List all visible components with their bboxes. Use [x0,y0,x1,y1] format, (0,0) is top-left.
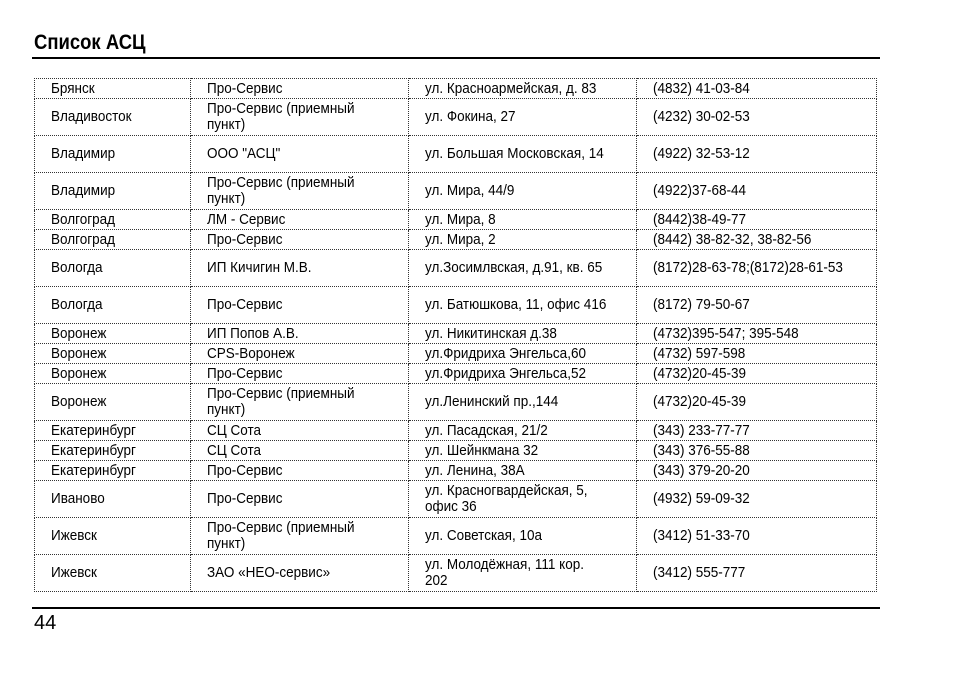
phone-cell: (4832) 41-03-84 [637,79,877,99]
page-number: 44 [34,612,57,634]
city-cell: Ижевск [35,555,191,592]
company-cell: Про-Сервис [191,79,409,99]
company-cell: Про-Сервис [191,364,409,384]
table-row [35,99,877,136]
table-row [35,324,877,344]
phone-cell: (8442)38-49-77 [637,210,877,230]
phone-cell: (343) 379-20-20 [637,461,877,481]
table-row [35,481,877,518]
phone-cell: (343) 233-77-77 [637,421,877,441]
phone-cell: (8172) 79-50-67 [637,287,877,324]
footer-rule [32,607,880,609]
address-cell: ул. Мира, 8 [409,210,637,230]
phone-cell: (4932) 59-09-32 [637,481,877,518]
city-cell: Иваново [35,481,191,518]
company-cell: CPS-Воронеж [191,344,409,364]
city-cell: Воронеж [35,324,191,344]
company-cell: ИП Попов А.В. [191,324,409,344]
phone-cell: (8442) 38-82-32, 38-82-56 [637,230,877,250]
phone-cell: (4732)20-45-39 [637,384,877,421]
table-row [35,173,877,210]
company-cell: ЗАО «НЕО-сервис» [191,555,409,592]
phone-cell: (4732)20-45-39 [637,364,877,384]
phone-cell: (3412) 51-33-70 [637,518,877,555]
company-cell: Про-Сервис [191,461,409,481]
company-cell: Про-Сервис (приемный пункт) [191,173,409,210]
table-row [35,555,877,592]
company-cell: Про-Сервис [191,287,409,324]
phone-cell: (4922)37-68-44 [637,173,877,210]
page-title: Список АСЦ [34,31,146,54]
company-cell: Про-Сервис [191,481,409,518]
table-row [35,364,877,384]
address-cell: ул. Советская, 10а [409,518,637,555]
phone-cell: (4232) 30-02-53 [637,99,877,136]
address-cell: ул.Зосимлвская, д.91, кв. 65 [409,250,637,287]
phone-cell: (4922) 32-53-12 [637,136,877,173]
city-cell: Ижевск [35,518,191,555]
city-cell: Екатеринбург [35,461,191,481]
phone-cell: (4732)395-547; 395-548 [637,324,877,344]
phone-cell: (4732) 597-598 [637,344,877,364]
city-cell: Волгоград [35,230,191,250]
table-row [35,230,877,250]
company-cell: Про-Сервис (приемный пункт) [191,518,409,555]
company-cell: СЦ Сота [191,421,409,441]
table-row [35,79,877,99]
table-row [35,518,877,555]
city-cell: Вологда [35,287,191,324]
address-cell: ул. Батюшкова, 11, офис 416 [409,287,637,324]
city-cell: Владимир [35,136,191,173]
company-cell: Про-Сервис (приемный пункт) [191,99,409,136]
company-cell: ООО "АСЦ" [191,136,409,173]
table-row [35,344,877,364]
city-cell: Владивосток [35,99,191,136]
header-rule [32,57,880,59]
phone-cell: (343) 376-55-88 [637,441,877,461]
table-row [35,384,877,421]
address-cell: ул. Пасадская, 21/2 [409,421,637,441]
city-cell: Екатеринбург [35,421,191,441]
address-cell: ул. Мира, 2 [409,230,637,250]
company-cell: СЦ Сота [191,441,409,461]
address-cell: ул. Никитинская д.38 [409,324,637,344]
table-row [35,250,877,287]
address-cell: ул.Ленинский пр.,144 [409,384,637,421]
phone-cell: (3412) 555-777 [637,555,877,592]
address-cell: ул. Мира, 44/9 [409,173,637,210]
city-cell: Волгоград [35,210,191,230]
city-cell: Владимир [35,173,191,210]
city-cell: Воронеж [35,344,191,364]
company-cell: ИП Кичигин М.В. [191,250,409,287]
city-cell: Воронеж [35,384,191,421]
city-cell: Воронеж [35,364,191,384]
address-cell: ул. Ленина, 38А [409,461,637,481]
city-cell: Вологда [35,250,191,287]
company-cell: Про-Сервис (приемный пункт) [191,384,409,421]
table-row [35,461,877,481]
address-cell: ул.Фридриха Энгельса,52 [409,364,637,384]
phone-cell: (8172)28-63-78;(8172)28-61-53 [637,250,877,287]
company-cell: ЛМ - Сервис [191,210,409,230]
address-cell: ул. Молодёжная, 111 кор. 202 [409,555,637,592]
company-cell: Про-Сервис [191,230,409,250]
table-row [35,210,877,230]
table-row [35,287,877,324]
address-cell: ул. Большая Московская, 14 [409,136,637,173]
address-cell: ул. Шейнкмана 32 [409,441,637,461]
address-cell: ул.Фридриха Энгельса,60 [409,344,637,364]
service-centers-table [34,78,877,592]
city-cell: Екатеринбург [35,441,191,461]
table-row [35,136,877,173]
address-cell: ул. Красногвардейская, 5, офис 36 [409,481,637,518]
table-row [35,421,877,441]
address-cell: ул. Фокина, 27 [409,99,637,136]
address-cell: ул. Красноармейская, д. 83 [409,79,637,99]
table-row [35,441,877,461]
city-cell: Брянск [35,79,191,99]
